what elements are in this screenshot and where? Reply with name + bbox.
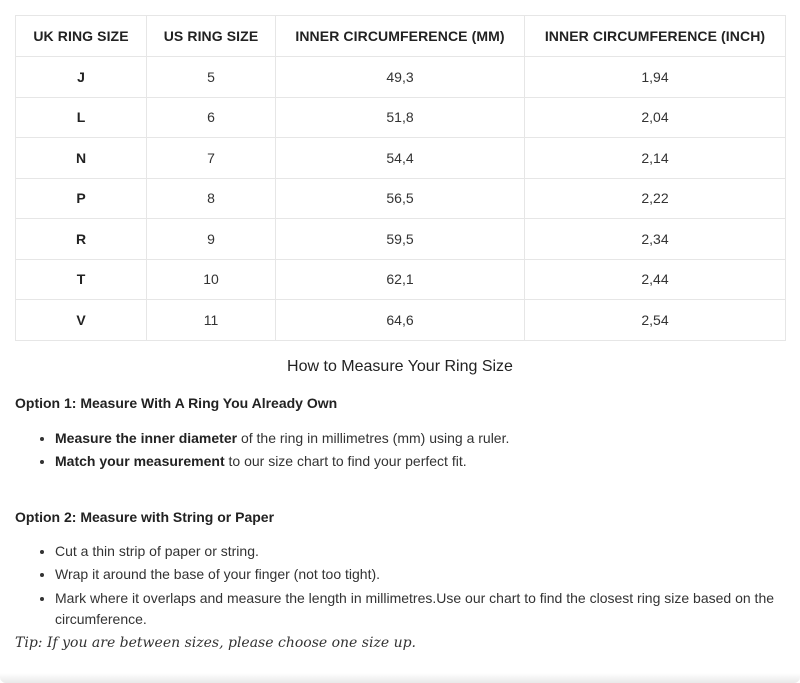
us-size-cell: 9 [147, 219, 276, 260]
uk-size-cell: L [16, 97, 147, 138]
inch-cell: 2,04 [525, 97, 786, 138]
list-item-text: to our size chart to find your perfect fit. [224, 453, 467, 469]
table-row [16, 219, 786, 260]
mm-cell: 54,4 [276, 138, 525, 179]
table-header-row [16, 16, 786, 57]
us-size-cell: 7 [147, 138, 276, 179]
uk-size-cell: N [16, 138, 147, 179]
inch-cell: 2,22 [525, 178, 786, 219]
mm-cell: 49,3 [276, 57, 525, 98]
header-circumference-inch: INNER CIRCUMFERENCE (INCH) [525, 16, 786, 57]
us-size-cell: 6 [147, 97, 276, 138]
uk-size-cell: P [16, 178, 147, 219]
uk-size-cell: R [16, 219, 147, 260]
inch-cell: 2,54 [525, 300, 786, 341]
uk-size-cell: J [16, 57, 147, 98]
mm-cell: 59,5 [276, 219, 525, 260]
size-tip: Tip: If you are between sizes, please choose one size up. [15, 635, 416, 651]
uk-size-cell: V [16, 300, 147, 341]
header-uk-size: UK RING SIZE [16, 16, 147, 57]
uk-size-cell: T [16, 259, 147, 300]
us-size-cell: 10 [147, 259, 276, 300]
us-size-cell: 11 [147, 300, 276, 341]
header-us-size: US RING SIZE [147, 16, 276, 57]
inch-cell: 2,14 [525, 138, 786, 179]
table-row [16, 178, 786, 219]
option-2-heading: Option 2: Measure with String or Paper [15, 509, 275, 525]
inch-cell: 1,94 [525, 57, 786, 98]
us-size-cell: 8 [147, 178, 276, 219]
measure-guide-title: How to Measure Your Ring Size [287, 358, 513, 375]
option-1-heading: Option 1: Measure With A Ring You Already Own [15, 395, 338, 411]
mm-cell: 56,5 [276, 178, 525, 219]
mm-cell: 51,8 [276, 97, 525, 138]
list-item: • Wrap it around the base of your finger (not too tight). [55, 563, 785, 585]
inch-cell: 2,44 [525, 259, 786, 300]
inch-cell: 2,34 [525, 219, 786, 260]
table-row [16, 300, 786, 341]
mm-cell: 64,6 [276, 300, 525, 341]
table-row [16, 259, 786, 300]
table-row [16, 138, 786, 179]
list-item-bold: Match your measurement [55, 453, 225, 469]
option-2-list [15, 540, 785, 631]
list-item-text: of the ring in millimetres (mm) using a ruler. [237, 430, 510, 446]
table-row [16, 57, 786, 98]
mm-cell: 62,1 [276, 259, 525, 300]
list-item [55, 427, 785, 449]
list-item-bold: Measure the inner diameter [55, 430, 238, 446]
list-item: • Cut a thin strip of paper or string. [55, 540, 785, 562]
list-item: • Mark where it overlaps and measure the length in millimetres.Use our chart to find the closest ring size based on the circumference. [55, 588, 785, 630]
us-size-cell: 5 [147, 57, 276, 98]
option-1-list [15, 427, 785, 473]
list-item [55, 450, 785, 472]
header-circumference-mm: INNER CIRCUMFERENCE (MM) [276, 16, 525, 57]
table-row [16, 97, 786, 138]
ring-size-table [15, 15, 786, 341]
page-bottom-edge [0, 673, 800, 683]
